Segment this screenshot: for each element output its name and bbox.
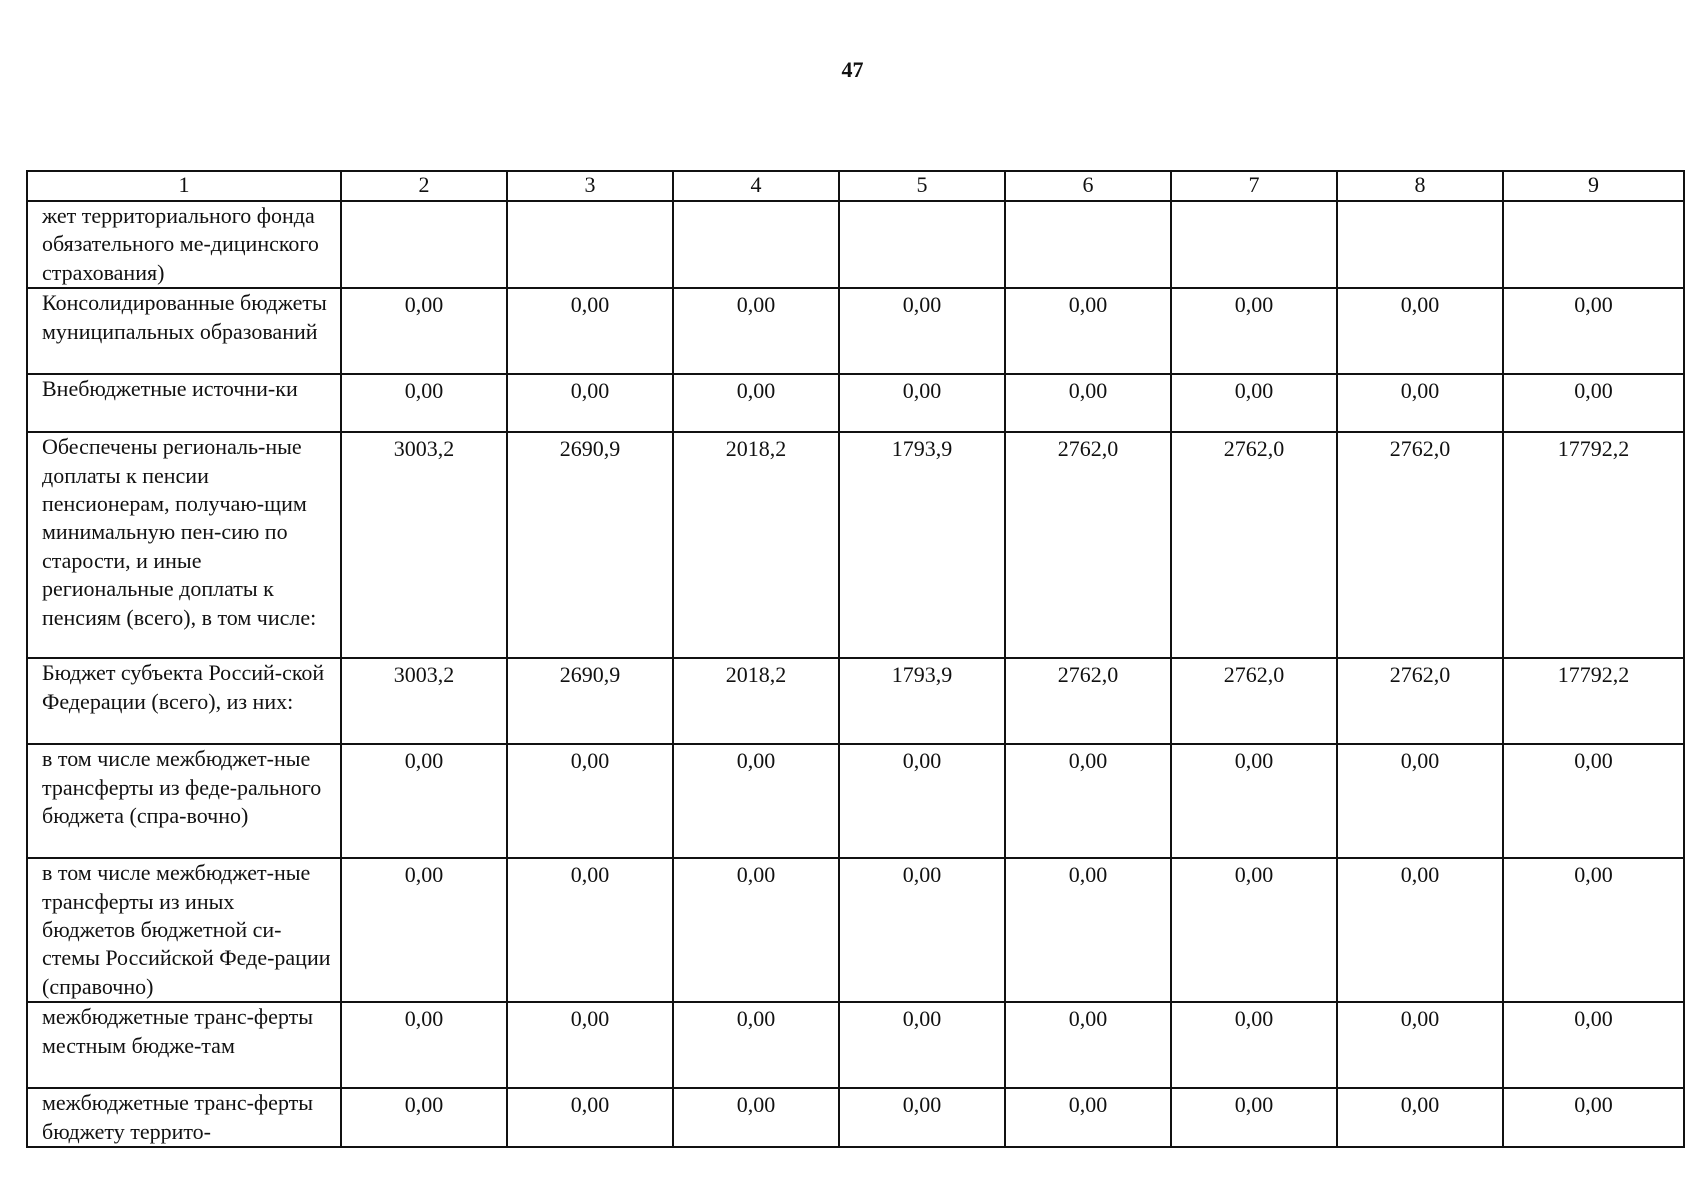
table-row [27, 658, 1684, 744]
cell-value: 0,00 [1005, 1002, 1171, 1088]
cell-value: 0,00 [341, 858, 507, 1002]
row-label: межбюджетные транс-ферты бюджету террито- [27, 1088, 341, 1147]
cell-value: 2762,0 [1171, 432, 1337, 658]
cell-value: 0,00 [1005, 374, 1171, 432]
row-label: Бюджет субъекта Россий-ской Федерации (всего), из них: [27, 658, 341, 744]
cell-value: 0,00 [839, 374, 1005, 432]
cell-value: 1793,9 [839, 658, 1005, 744]
cell-value: 2690,9 [507, 432, 673, 658]
column-number-4: 4 [673, 171, 839, 201]
cell-value: 0,00 [1337, 288, 1503, 374]
cell-value: 0,00 [1337, 374, 1503, 432]
cell-value: 2762,0 [1337, 658, 1503, 744]
cell-value: 0,00 [1503, 374, 1684, 432]
cell-value: 0,00 [341, 1002, 507, 1088]
table-row [27, 858, 1684, 1002]
cell-value: 3003,2 [341, 432, 507, 658]
cell-value: 2762,0 [1171, 658, 1337, 744]
cell-value: 0,00 [1171, 288, 1337, 374]
table-row [27, 201, 1684, 288]
page-number: 47 [841, 57, 864, 82]
column-number-8: 8 [1337, 171, 1503, 201]
table-header-row [27, 171, 1684, 201]
cell-value: 0,00 [1171, 1088, 1337, 1147]
cell-value: 0,00 [1503, 858, 1684, 1002]
cell-value: 0,00 [341, 744, 507, 858]
cell-value: 2690,9 [507, 658, 673, 744]
cell-value: 0,00 [1171, 374, 1337, 432]
column-number-1: 1 [27, 171, 341, 201]
cell-value: 0,00 [1503, 1088, 1684, 1147]
column-number-5: 5 [839, 171, 1005, 201]
cell-value: 0,00 [1171, 858, 1337, 1002]
table-row [27, 288, 1684, 374]
cell-value: 0,00 [673, 858, 839, 1002]
cell-value: 0,00 [1337, 1088, 1503, 1147]
cell-value [1005, 201, 1171, 288]
cell-value: 0,00 [1503, 288, 1684, 374]
table-row [27, 1002, 1684, 1088]
cell-value: 0,00 [1005, 288, 1171, 374]
cell-value [839, 201, 1005, 288]
table-row [27, 1088, 1684, 1147]
cell-value: 0,00 [341, 288, 507, 374]
cell-value: 0,00 [1503, 744, 1684, 858]
cell-value: 0,00 [507, 288, 673, 374]
cell-value: 0,00 [839, 1002, 1005, 1088]
cell-value [1171, 201, 1337, 288]
cell-value: 0,00 [673, 1088, 839, 1147]
column-number-6: 6 [1005, 171, 1171, 201]
cell-value: 2762,0 [1005, 658, 1171, 744]
cell-value: 0,00 [673, 288, 839, 374]
row-label: жет территориального фонда обязательного ме-дицинского страхования) [27, 201, 341, 288]
table-row [27, 432, 1684, 658]
table-row [27, 374, 1684, 432]
row-label: в том числе межбюджет-ные трансферты из феде-рального бюджета (спра-вочно) [27, 744, 341, 858]
cell-value: 0,00 [1337, 858, 1503, 1002]
cell-value [1503, 201, 1684, 288]
budget-table [26, 170, 1685, 1148]
cell-value: 0,00 [1171, 1002, 1337, 1088]
cell-value [673, 201, 839, 288]
row-label: в том числе межбюджет-ные трансферты из иных бюджетов бюджетной си-стемы Российской Феде-рации (справочно) [27, 858, 341, 1002]
cell-value: 2018,2 [673, 658, 839, 744]
table-row [27, 744, 1684, 858]
cell-value: 3003,2 [341, 658, 507, 744]
cell-value: 0,00 [839, 1088, 1005, 1147]
cell-value: 0,00 [507, 1088, 673, 1147]
cell-value: 1793,9 [839, 432, 1005, 658]
cell-value: 17792,2 [1503, 432, 1684, 658]
column-number-7: 7 [1171, 171, 1337, 201]
row-label: Обеспечены региональ-ные доплаты к пенсии пенсионерам, получаю-щим минимальную пен-сию по старости, и иные региональные доплаты к пенсиям (всего), в том числе: [27, 432, 341, 658]
cell-value: 0,00 [1005, 1088, 1171, 1147]
cell-value: 0,00 [1503, 1002, 1684, 1088]
cell-value: 0,00 [673, 374, 839, 432]
cell-value: 0,00 [507, 744, 673, 858]
cell-value: 0,00 [1171, 744, 1337, 858]
cell-value: 0,00 [1005, 858, 1171, 1002]
column-number-3: 3 [507, 171, 673, 201]
cell-value: 0,00 [839, 858, 1005, 1002]
cell-value [1337, 201, 1503, 288]
cell-value: 17792,2 [1503, 658, 1684, 744]
column-number-9: 9 [1503, 171, 1684, 201]
row-label: межбюджетные транс-ферты местным бюдже-там [27, 1002, 341, 1088]
column-number-2: 2 [341, 171, 507, 201]
cell-value: 0,00 [1337, 744, 1503, 858]
cell-value: 0,00 [341, 374, 507, 432]
cell-value: 0,00 [1005, 744, 1171, 858]
cell-value: 2762,0 [1337, 432, 1503, 658]
row-label: Консолидированные бюджеты муниципальных образований [27, 288, 341, 374]
cell-value: 0,00 [507, 374, 673, 432]
cell-value: 0,00 [1337, 1002, 1503, 1088]
cell-value [507, 201, 673, 288]
cell-value: 0,00 [673, 1002, 839, 1088]
cell-value: 0,00 [839, 288, 1005, 374]
cell-value: 0,00 [673, 744, 839, 858]
row-label: Внебюджетные источни-ки [27, 374, 341, 432]
cell-value: 2762,0 [1005, 432, 1171, 658]
cell-value: 2018,2 [673, 432, 839, 658]
cell-value: 0,00 [507, 858, 673, 1002]
cell-value [341, 201, 507, 288]
cell-value: 0,00 [839, 744, 1005, 858]
cell-value: 0,00 [341, 1088, 507, 1147]
cell-value: 0,00 [507, 1002, 673, 1088]
